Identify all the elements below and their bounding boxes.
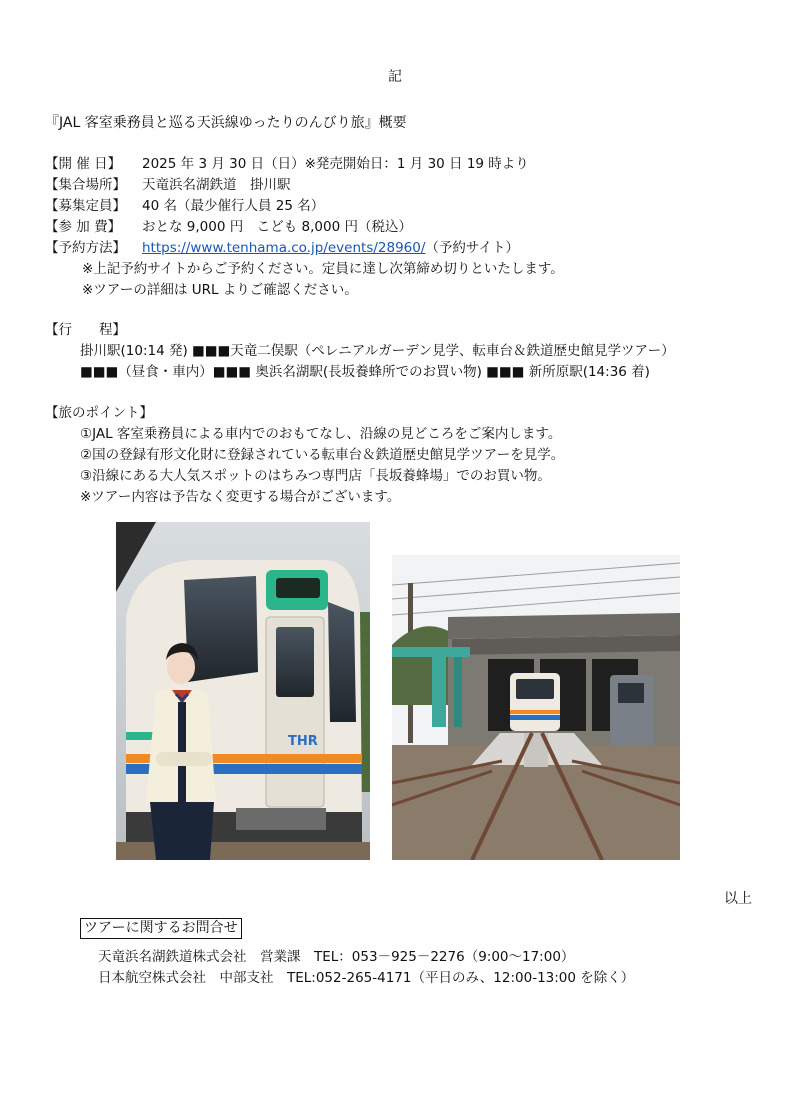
detail-label: 【予約方法】 <box>45 240 126 256</box>
tour-title: 『JAL 客室乗務員と巡る天浜線ゆったりのんびり旅』概要 <box>45 115 407 131</box>
contact-line-jal: 日本航空株式会社 中部支社 TEL:052-265-4171（平日のみ、12:00-13:00 を除く） <box>98 970 635 986</box>
point-item: ※ツアー内容は予告なく変更する場合がございます。 <box>80 489 401 505</box>
detail-label: 【集合場所】 <box>45 177 126 193</box>
itinerary-line: ■■■（昼食・車内）■■■ 奥浜名湖駅(長坂養蜂所でのお買い物) ■■■ 新所原駅(14:36 着) <box>80 364 650 380</box>
detail-value: 天竜浜名湖鉄道 掛川駅 <box>142 177 291 193</box>
detail-fee <box>45 221 412 235</box>
detail-label: 【開 催 日】 <box>45 156 122 172</box>
reservation-link[interactable]: https://www.tenhama.co.jp/events/28960/ <box>142 240 426 256</box>
detail-value: 2025 年 3 月 30 日（日）※発売開始日：1 月 30 日 19 時より <box>142 156 529 172</box>
ki-heading: 記 <box>388 69 402 85</box>
reservation-suffix: （予約サイト） <box>425 240 519 256</box>
train-logo-text: THR <box>288 734 318 749</box>
photo-turntable-roundhouse <box>392 555 680 860</box>
point-item: ②国の登録有形文化財に登録されている転車台＆鉄道歴史館見学ツアーを見学。 <box>80 447 565 463</box>
detail-capacity <box>45 200 324 214</box>
contact-line-tenhama: 天竜浜名湖鉄道株式会社 営業課 TEL：053－925－2276（9:00～17:00） <box>98 949 575 965</box>
itinerary-line: 掛川駅(10:14 発) ■■■天竜二俣駅（ペレニアルガーデン見学、転車台＆鉄道歴史館見学ツアー） <box>80 343 675 359</box>
closing-text: 以上 <box>724 891 752 907</box>
photo-attendant-train <box>116 522 370 860</box>
reservation-note: ※上記予約サイトからご予約ください。定員に達し次第締め切りといたします。 <box>82 261 564 277</box>
itinerary-label: 【行 程】 <box>45 322 126 338</box>
detail-reservation <box>45 242 519 256</box>
point-item: ①JAL 客室乗務員による車内でのおもてなし、沿線の見どころをご案内します。 <box>80 426 562 442</box>
detail-meeting-place <box>45 179 291 193</box>
point-item: ③沿線にある大人気スポットのはちみつ専門店「長坂養蜂場」でのお買い物。 <box>80 468 551 484</box>
detail-value: 40 名（最少催行人員 25 名） <box>142 198 325 214</box>
detail-label: 【募集定員】 <box>45 198 126 214</box>
points-label: 【旅のポイント】 <box>45 405 153 421</box>
detail-date <box>45 158 529 172</box>
detail-value: おとな 9,000 円 こども 8,000 円（税込） <box>142 219 412 235</box>
contact-label: ツアーに関するお問合せ <box>80 918 242 939</box>
reservation-note: ※ツアーの詳細は URL よりご確認ください。 <box>82 282 358 298</box>
detail-label: 【参 加 費】 <box>45 219 122 235</box>
